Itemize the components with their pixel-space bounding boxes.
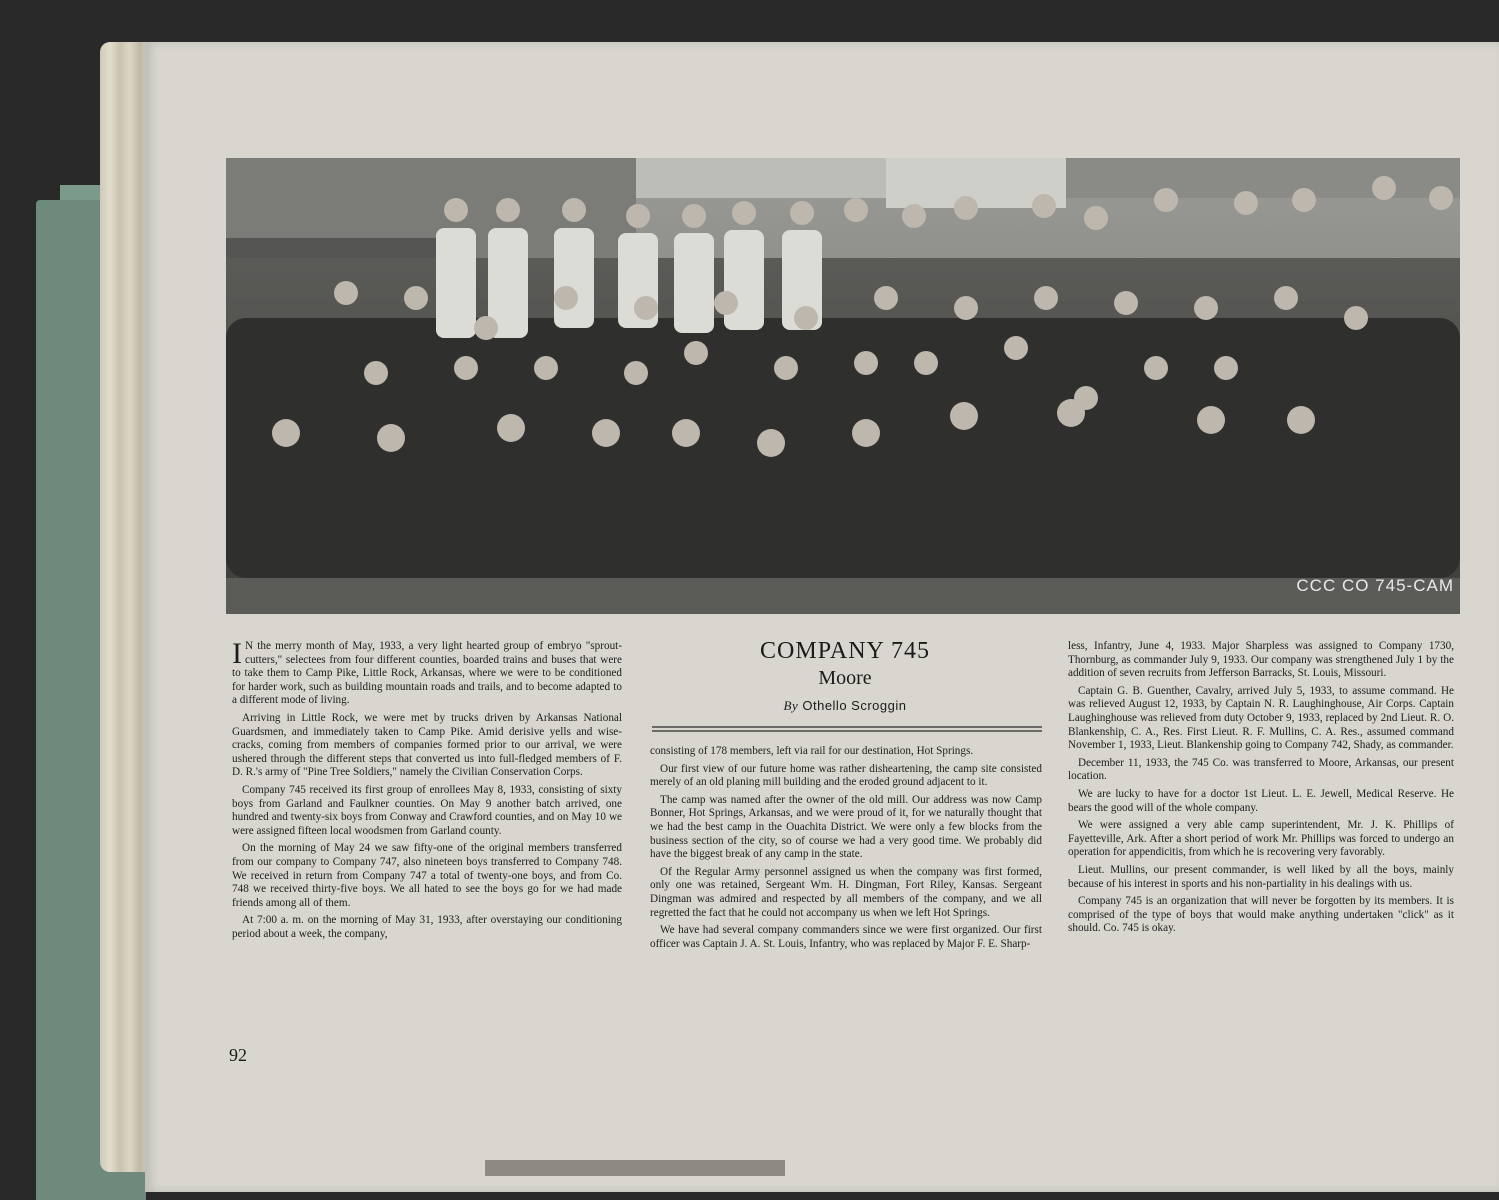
paragraph-3: Company 745 received its first group of enrollees May 8, 1933, consisting of sixty boys from Garland and Faulkner counties. On May 9 another batch arrived, one hundred and twenty-six boys from Conway and Crawford counties, and on May 10 we were assigned fifteen local woodsmen from Garland county. (232, 783, 622, 837)
paragraph-4: On the morning of May 24 we saw fifty-one of the original members transferred from our company to Company 747, also nineteen boys transferred to Company 748. We received in return from Company 747 a total of twenty-one boys, and from Co. 748 we received thirty-five boys. We all hated to see the boys go for we had made friends among all of them. (232, 842, 622, 909)
paragraph-5: We were assigned a very able camp superintendent, Mr. J. K. Phillips of Fayetteville, Ark. After a short period of work Mr. Phillips was forced to undergo an operation for appendicitis, from which he is recovering very favorably. (1068, 819, 1454, 859)
paragraph-1 (232, 637, 622, 708)
paragraph-3: December 11, 1933, the 745 Co. was transferred to Moore, Arkansas, our present location. (1068, 756, 1454, 783)
decorative-rule (652, 725, 1042, 733)
bottom-page-strip (485, 1160, 785, 1176)
paragraph-6: Lieut. Mullins, our present commander, is well liked by all the boys, mainly because of his interest in sports and his non-partiality in his dealings with us. (1068, 863, 1454, 890)
article-column-2 (650, 745, 1042, 955)
group-photo (226, 158, 1460, 614)
paragraph-1: consisting of 178 members, left via rail for our destination, Hot Springs. (650, 745, 974, 757)
paragraph-2: Captain G. B. Guenther, Cavalry, arrived July 5, 1933, to assume command. He was relieved August 12, 1933, by Captain N. R. Laughinghouse, Air Corps. Captain Laughinghouse was relieved from duty October 9, 1933, replaced by 2nd Lieut. R. O. Blankenship, C. A., Res. First Lieut. R. F. Mullins, C. A. Res., assumed command November 1, 1933, Lieut. Blankenship going to Company 742, Shady, as commander. (1068, 684, 1454, 752)
paragraph-text: N the merry month of May, 1933, a very light hearted group of embryo "sprout-cutters," selectees from four different counties, boarded trains and buses that were to take them to Camp Pike, Little Rock, Arkansas, where we were to be conditioned for harder work, such as building mountain roads and trails, and to become adapted to a different mode of living. (232, 640, 622, 707)
article-column-3 (1068, 640, 1454, 940)
byline-label: By (783, 698, 799, 713)
paragraph-1: less, Infantry, June 4, 1933. Major Sharpless was assigned to Company 1730, Thornburg, as commander July 9, 1933. Our company was strengthened July 1 by the addition of seven recruits from Jefferson Barracks, St. Louis, Missouri. (1068, 640, 1454, 680)
group-photo-icon (226, 158, 1460, 614)
paragraph-2: Arriving in Little Rock, we were met by trucks driven by Arkansas National Guardsmen, and immediately taken to Camp Pike. Amid derisive yells and wise-cracks, coming from members of companies formed prior to our arrival, we were ushered through the different steps that converted us into full-fledged members of F. D. R.'s army of "Pine Tree Soldiers," namely the Civilian Conservation Corps. (232, 711, 622, 779)
drop-cap: I (232, 637, 242, 670)
paragraph-5: At 7:00 a. m. on the morning of May 31, 1933, after overstaying our conditioning period about a week, the company, (232, 914, 622, 940)
paragraph-2: Our first view of our future home was rather disheartening, the camp site consisted merely of an old planing mill building and the eroded ground adjacent to it. (650, 762, 1042, 789)
photo-stamp: CCC CO 745-CAM (1296, 576, 1454, 595)
byline (700, 698, 990, 714)
article-heading (700, 638, 990, 714)
paragraph-5: We have had several company commanders since we were first organized. Our first officer was Captain J. A. St. Louis, Infantry, who was replaced by Major F. E. Sharp- (650, 924, 1042, 950)
paragraph-3: The camp was named after the owner of the old mill. Our address was now Camp Bonner, Hot Springs, Arkansas, and we were proud of it, for we naturally thought that we had the best camp in the Ouachita District. We were only a few blocks from the business section of the city, so of course we had a very good time. We probably did have the biggest break of any camp in the state. (650, 793, 1042, 861)
paragraph-4: We are lucky to have for a doctor 1st Lieut. L. E. Jewell, Medical Reserve. He bears the good will of the whole company. (1068, 787, 1454, 814)
article-subtitle: Moore (818, 667, 872, 689)
paragraph-4: Of the Regular Army personnel assigned us when the company was first formed, only one was retained, Sergeant Wm. H. Dingman, Fort Riley, Kansas. Sergeant Dingman was admired and respected by all members of the company, and we all regretted the fact that he could not accompany us when we left Hot Springs. (650, 865, 1042, 919)
page-stack (100, 42, 150, 1172)
byline-author: Othello Scroggin (802, 698, 907, 713)
article-column-1 (232, 637, 622, 945)
article-title: COMPANY 745 (760, 638, 930, 664)
paragraph-7: Company 745 is an organization that will never be forgotten by its members. It is comprised of the type of boys that would make anything undertaken "click" as it should. Co. 745 is okay. (1068, 895, 1454, 935)
page-number: 92 (229, 1045, 247, 1065)
